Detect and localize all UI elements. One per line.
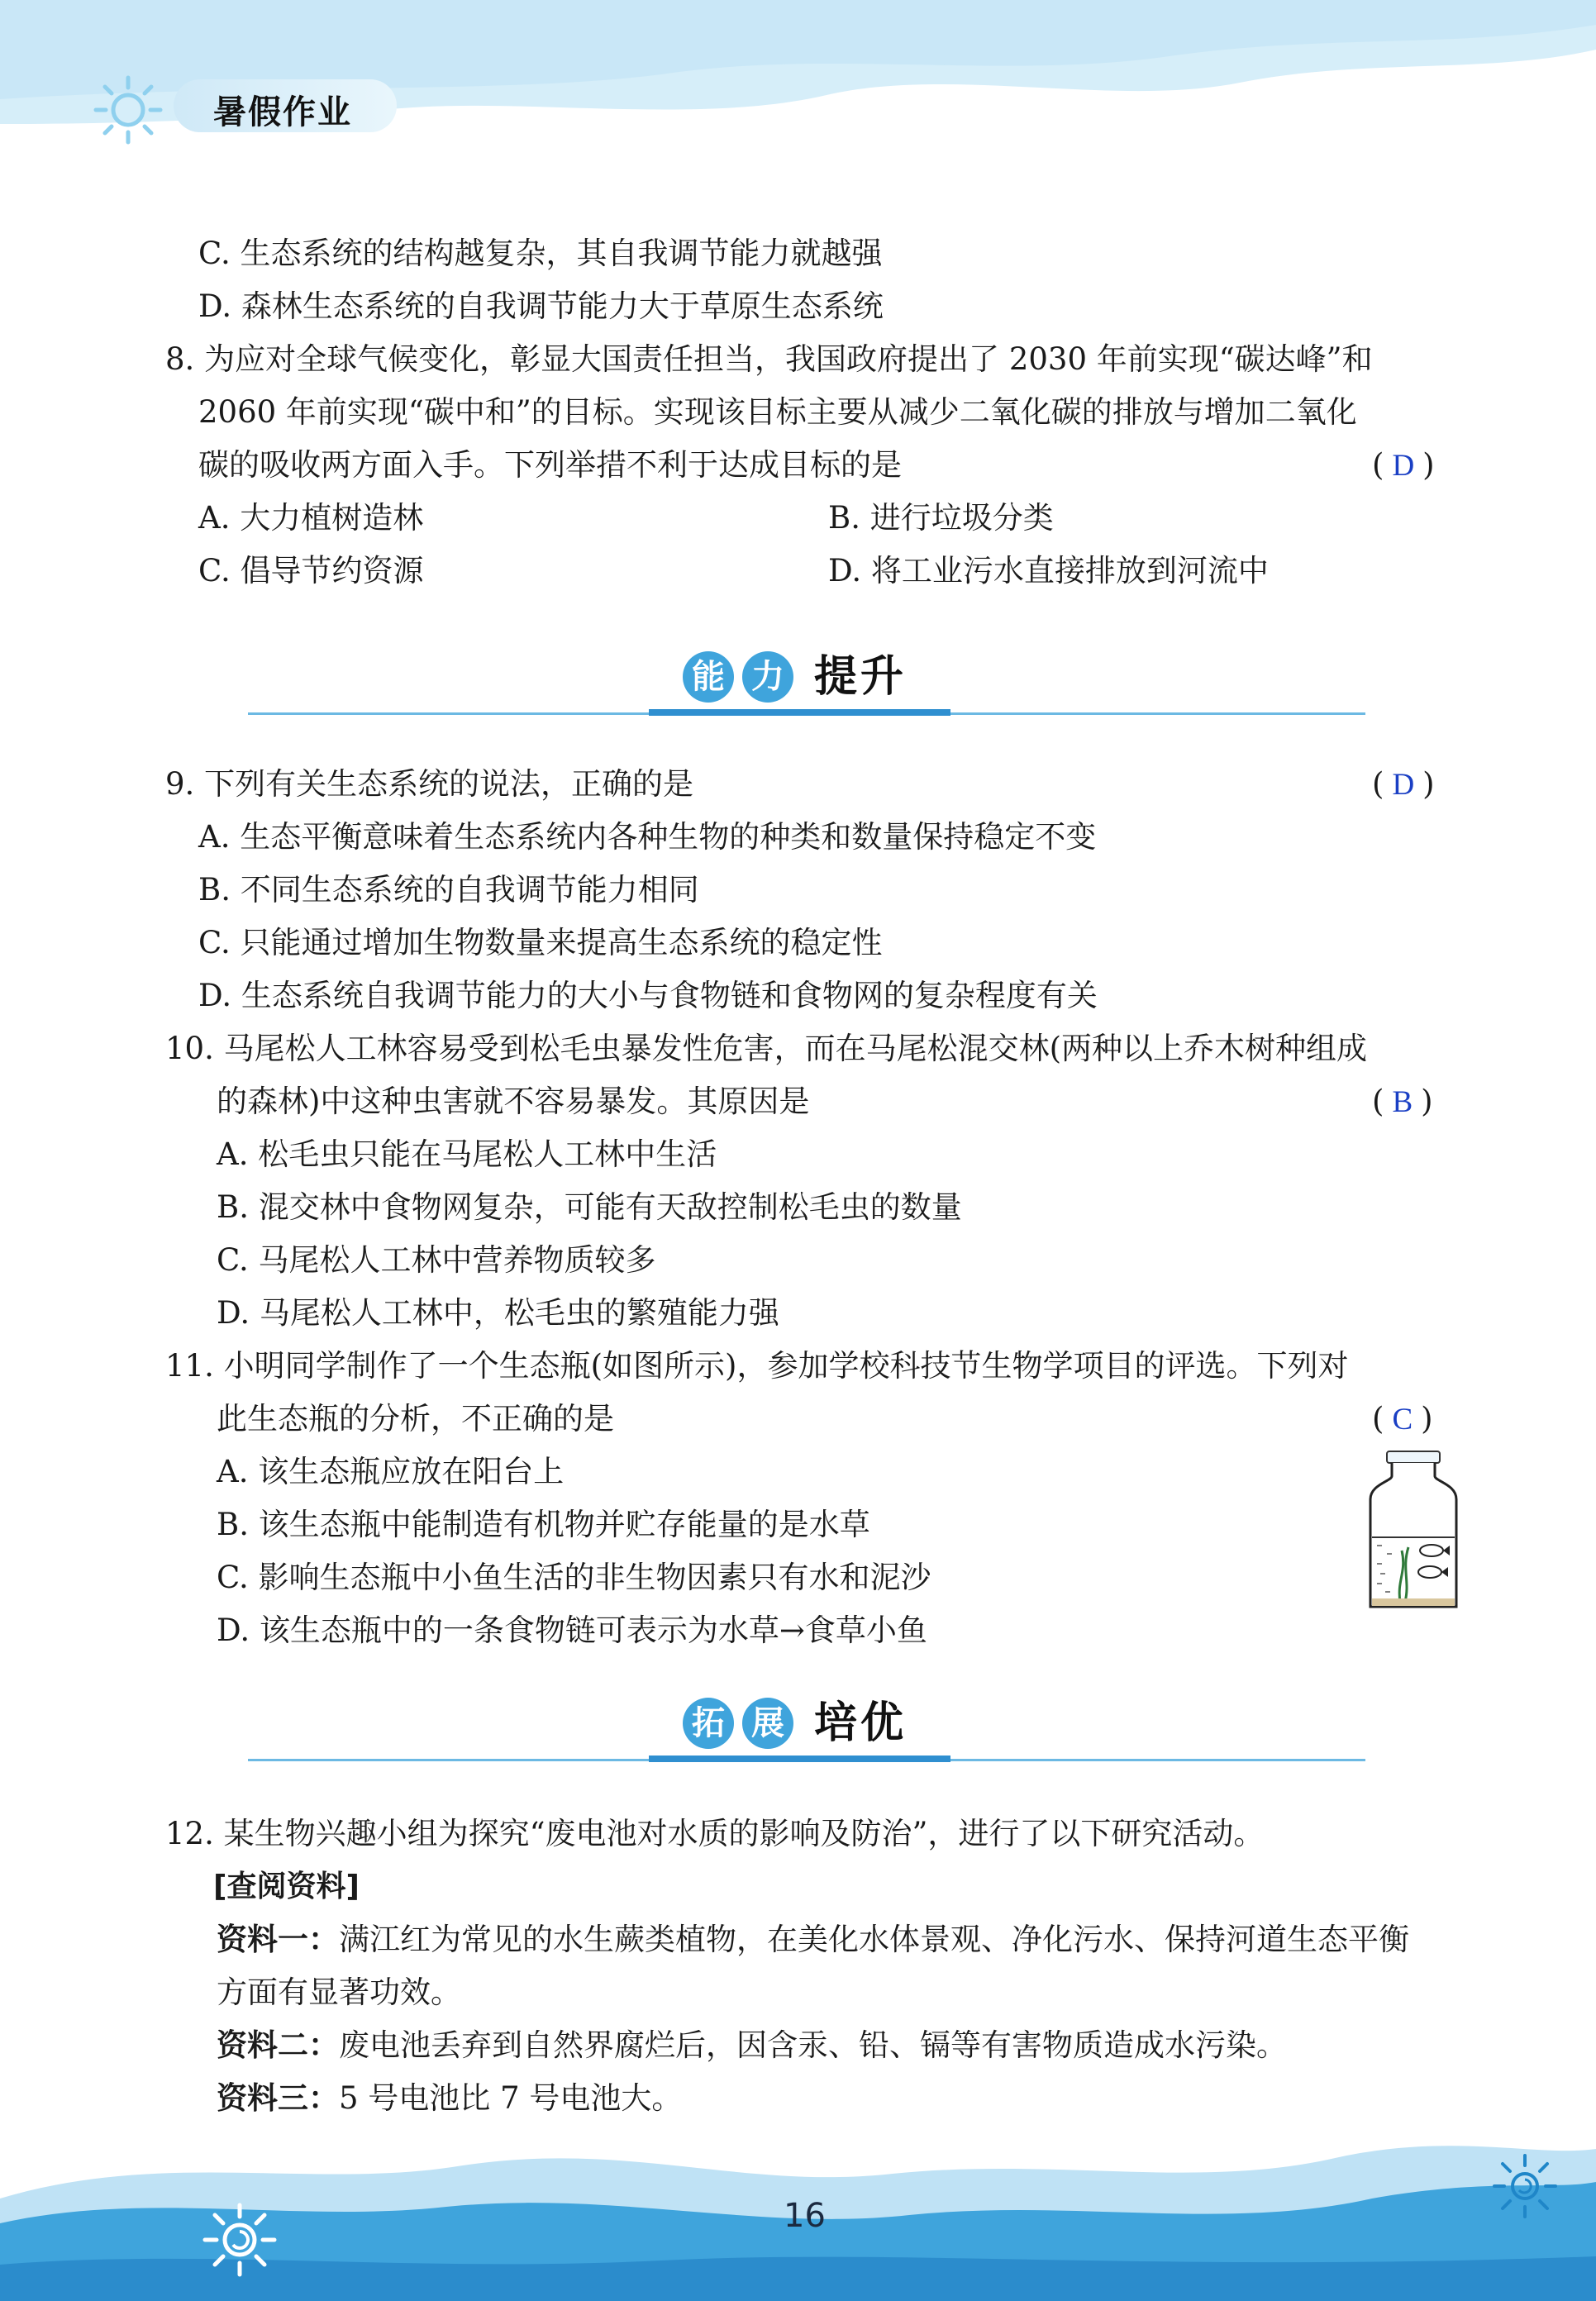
option-line: D. 将工业污水直接排放到河流中 <box>828 553 1269 588</box>
question-8-line-3: 碳的吸收两方面入手。下列举措不利于达成目标的是 <box>198 447 902 483</box>
option-line: B. 混交林中食物网复杂，可能有天敌控制松毛虫的数量 <box>217 1189 962 1225</box>
sun-icon <box>1488 2149 1562 2223</box>
section-rule-accent <box>649 709 950 716</box>
material-text: 5 号电池比 7 号电池大。 <box>339 2080 683 2116</box>
option-line: A. 大力植树造林 <box>198 500 424 536</box>
material-1-line-2: 方面有显著功效。 <box>217 1975 461 2010</box>
question-9-answer: ( D ) <box>1372 766 1435 802</box>
section-badge: 力 <box>742 651 793 703</box>
answer-value: B <box>1392 1085 1413 1119</box>
option-line: D. 该生态瓶中的一条食物链可表示为水草→食草小鱼 <box>217 1613 927 1648</box>
option-line: C. 倡导节约资源 <box>198 553 424 588</box>
option-line: B. 进行垃圾分类 <box>828 500 1054 536</box>
material-label: 资料二： <box>217 2027 339 2063</box>
sun-icon <box>91 73 165 147</box>
answer-value: C <box>1392 1403 1413 1436</box>
section-rule-accent <box>649 1756 950 1762</box>
material-label: 资料三： <box>217 2080 339 2116</box>
material-text: 废电池丢弃到自然界腐烂后，因含汞、铅、镉等有害物质造成水污染。 <box>339 2027 1287 2063</box>
answer-value: D <box>1392 768 1415 802</box>
page-number: 16 <box>784 2197 826 2235</box>
question-11-line-1: 11. 小明同学制作了一个生态瓶(如图所示)，参加学校科技节生物学项目的评选。下列对 <box>165 1348 1349 1384</box>
option-line: B. 该生态瓶中能制造有机物并贮存能量的是水草 <box>217 1507 870 1542</box>
question-10-line-2: 的森林)中这种虫害就不容易暴发。其原因是 <box>217 1084 810 1119</box>
question-8-line-2: 2060 年前实现“碳中和”的目标。实现该目标主要从减少二氧化碳的排放与增加二氧化 <box>198 394 1357 430</box>
option-line: B. 不同生态系统的自我调节能力相同 <box>198 872 699 908</box>
question-8-line-1: 8. 为应对全球气候变化，彰显大国责任担当，我国政府提出了 2030 年前实现“碳达峰”和 <box>165 341 1373 377</box>
question-11-answer: ( C ) <box>1372 1401 1433 1436</box>
eco-bottle-figure <box>1364 1448 1463 1613</box>
section-title: 培优 <box>814 1698 908 1748</box>
material-label: 资料一： <box>217 1922 339 1957</box>
question-10-line-1: 10. 马尾松人工林容易受到松毛虫暴发性危害，而在马尾松混交林(两种以上乔木树种组成 <box>165 1031 1368 1066</box>
question-11-line-2: 此生态瓶的分析，不正确的是 <box>217 1401 614 1436</box>
section-badge: 能 <box>683 651 734 703</box>
section-title: 提升 <box>814 652 908 702</box>
sun-icon <box>198 2199 281 2281</box>
option-line: C. 生态系统的结构越复杂，其自我调节能力就越强 <box>198 236 883 271</box>
option-line: D. 生态系统自我调节能力的大小与食物链和食物网的复杂程度有关 <box>198 978 1098 1013</box>
section-badge: 展 <box>742 1698 793 1749</box>
question-8-answer: ( D ) <box>1372 447 1435 483</box>
option-line: D. 马尾松人工林中，松毛虫的繁殖能力强 <box>217 1295 779 1331</box>
question-9-stem: 9. 下列有关生态系统的说法，正确的是 <box>165 766 694 802</box>
question-12-stem: 12. 某生物兴趣小组为探究“废电池对水质的影响及防治”，进行了以下研究活动。 <box>165 1816 1265 1851</box>
section-badge: 拓 <box>683 1698 734 1749</box>
question-10-answer: ( B ) <box>1372 1084 1433 1119</box>
option-line: A. 生态平衡意味着生态系统内各种生物的种类和数量保持稳定不变 <box>198 819 1097 855</box>
option-line: D. 森林生态系统的自我调节能力大于草原生态系统 <box>198 288 884 324</box>
option-line: A. 松毛虫只能在马尾松人工林中生活 <box>217 1136 717 1172</box>
option-line: C. 只能通过增加生物数量来提高生态系统的稳定性 <box>198 925 883 960</box>
material-text: 满江红为常见的水生蕨类植物，在美化水体景观、净化污水、保持河道生态平衡 <box>339 1922 1409 1957</box>
option-line: A. 该生态瓶应放在阳台上 <box>217 1454 565 1489</box>
section-bracket-label: [查阅资料] <box>213 1870 360 1903</box>
material-1-line-1 <box>217 1921 1409 1959</box>
option-line: C. 影响生态瓶中小鱼生活的非生物因素只有水和泥沙 <box>217 1560 931 1595</box>
option-line: C. 马尾松人工林中营养物质较多 <box>217 1242 656 1278</box>
answer-value: D <box>1392 449 1415 483</box>
page-header-title: 暑假作业 <box>213 93 352 131</box>
material-2-line <box>217 2027 1287 2065</box>
